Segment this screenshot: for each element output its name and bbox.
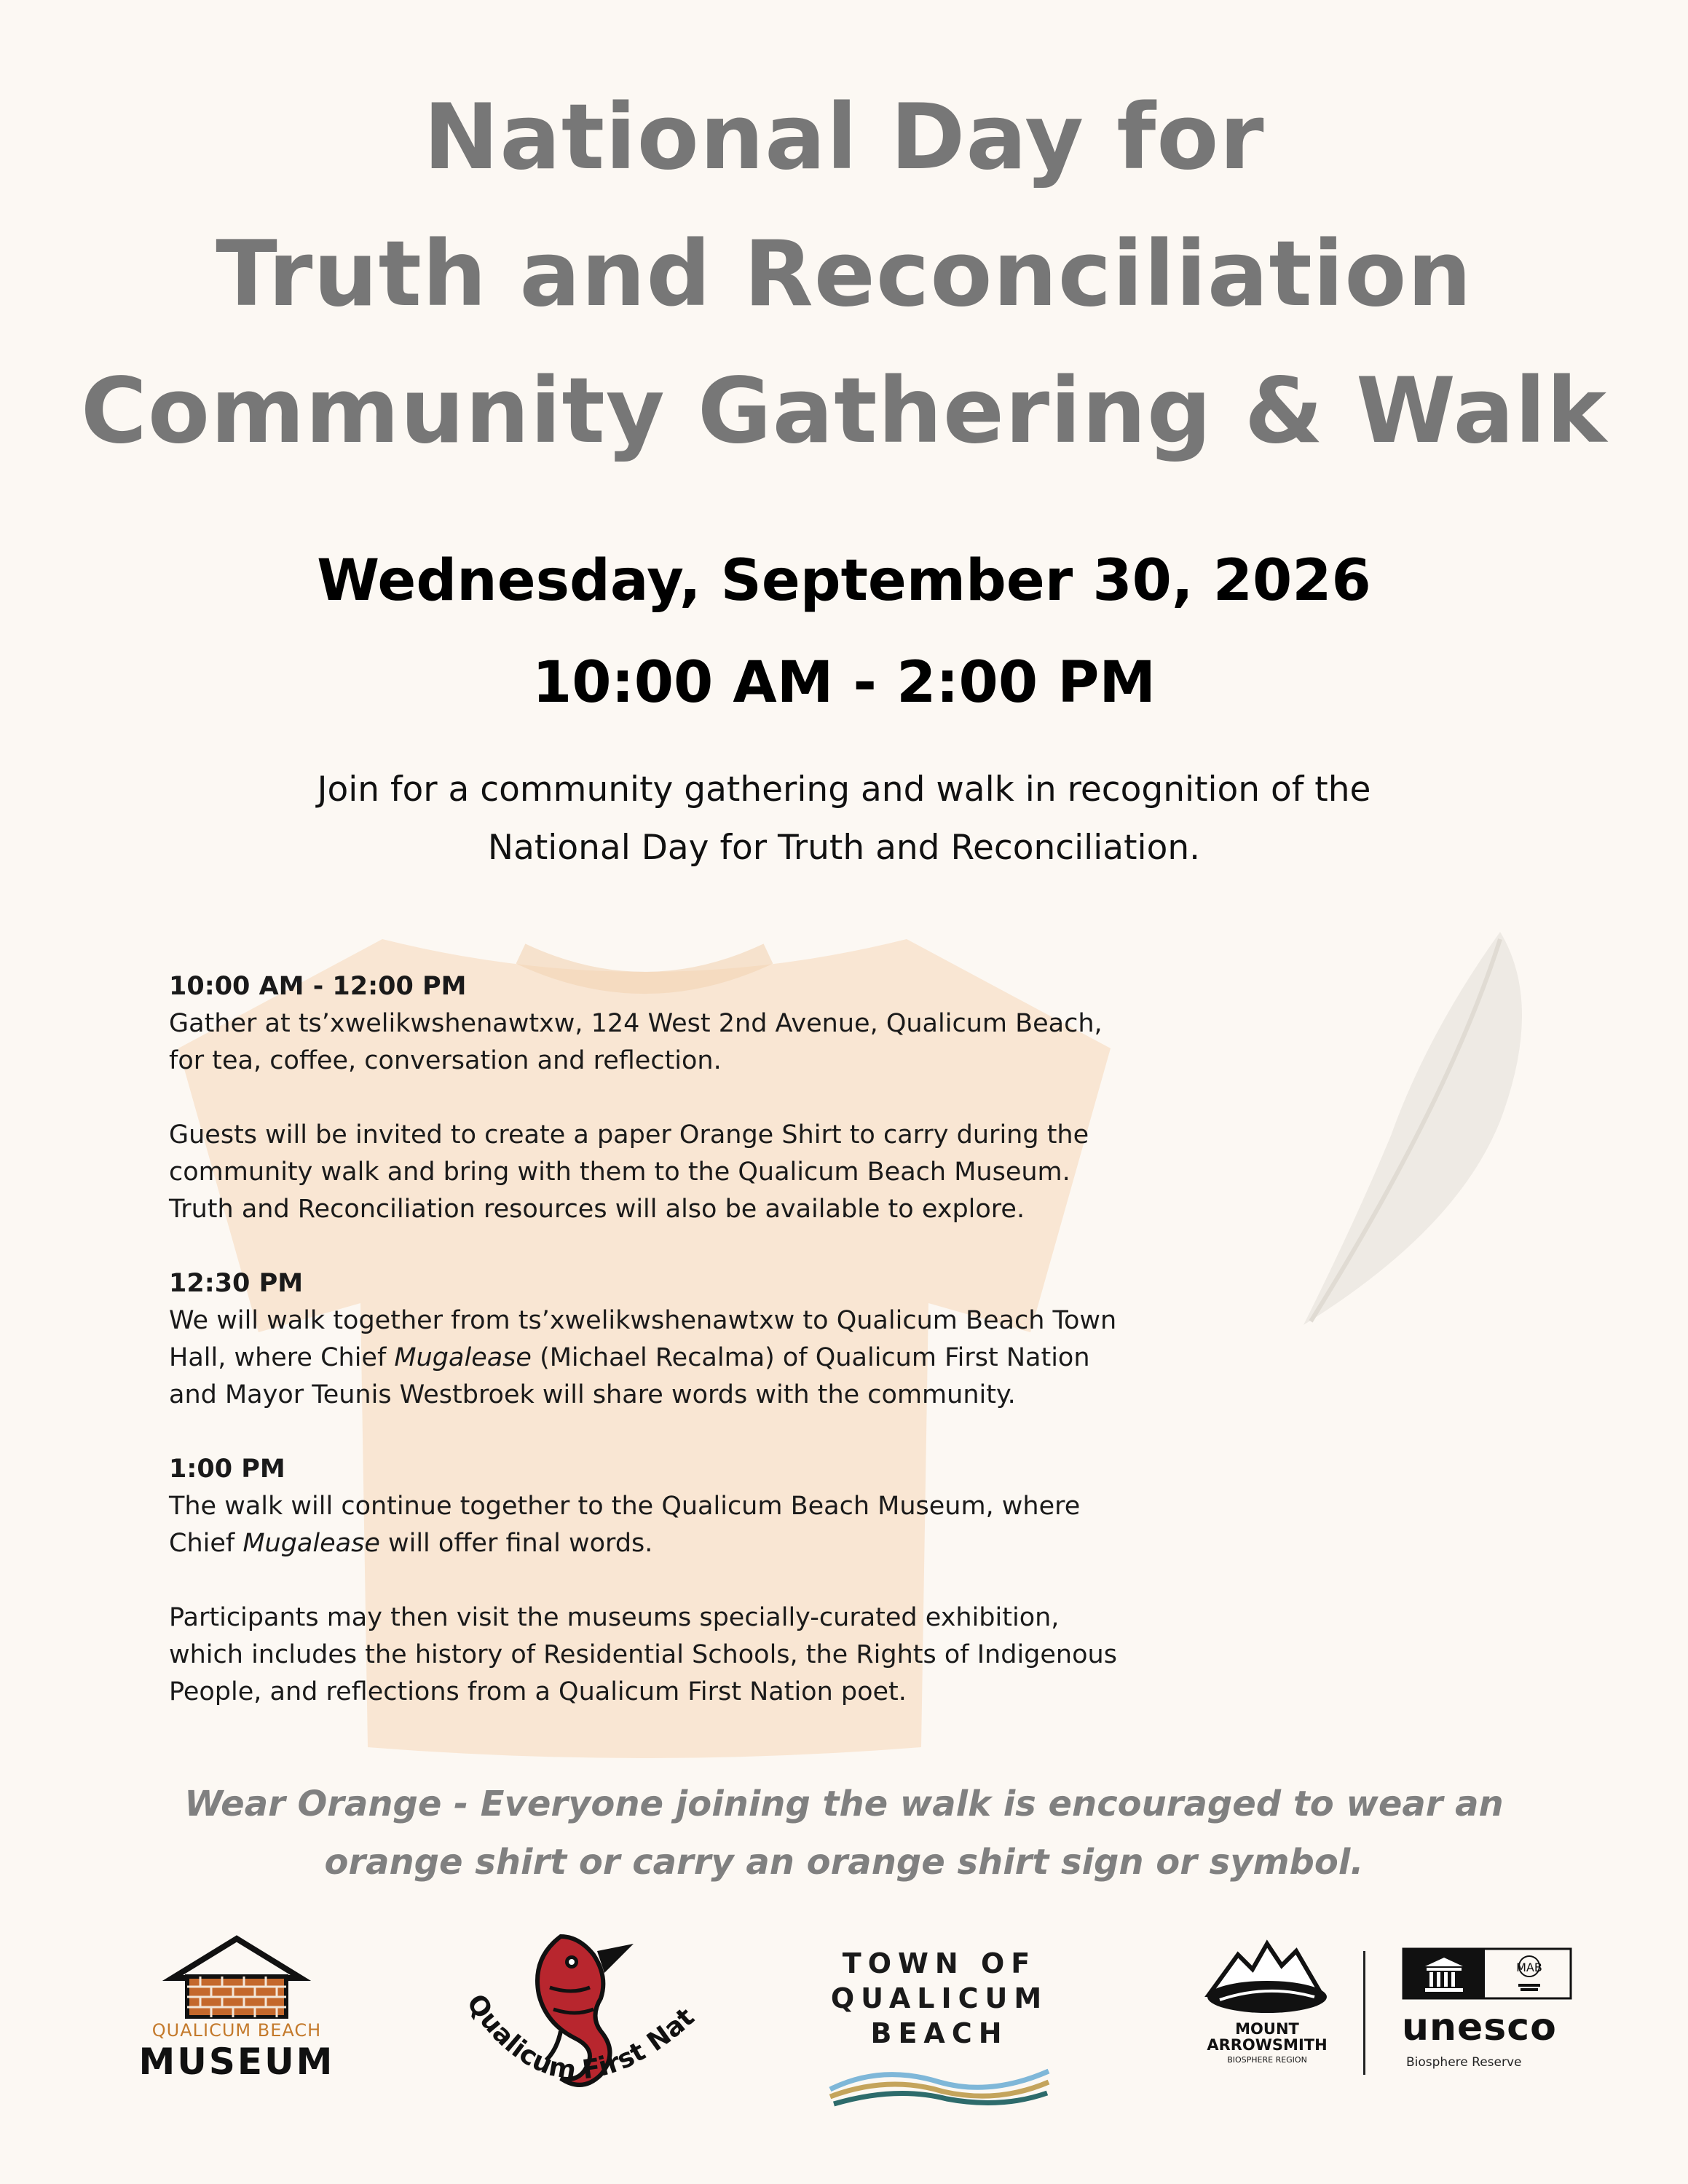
event-date: Wednesday, September 30, 2026 bbox=[317, 548, 1371, 614]
wear-line-1: Wear Orange - Everyone joining the walk is encouraged to wear an bbox=[184, 1784, 1504, 1824]
schedule-text: The walk will continue together to the Qualicum Beach Museum, where bbox=[169, 1492, 1081, 1521]
mount-arrowsmith-line-3: BIOSPHERE REGION bbox=[1227, 2055, 1307, 2065]
unesco-subtitle: Biosphere Reserve bbox=[1406, 2055, 1522, 2070]
museum-logo-title: MUSEUM bbox=[138, 2041, 335, 2083]
unesco-wordmark: unesco bbox=[1402, 2006, 1557, 2049]
schedule-text-segment: Chief bbox=[169, 1529, 243, 1558]
mountain-icon bbox=[1194, 1933, 1340, 2017]
mab-icon-text: MAB bbox=[1516, 1961, 1542, 1974]
wear-orange-message bbox=[0, 1775, 1688, 1891]
title-line-1: National Day for bbox=[423, 85, 1265, 190]
schedule-time-1: 10:00 AM - 12:00 PM bbox=[169, 972, 467, 1001]
event-schedule bbox=[169, 968, 1225, 1711]
intro-line-2: National Day for Truth and Reconciliation. bbox=[487, 828, 1201, 868]
intro-line-1: Join for a community gathering and walk in recognition of the bbox=[317, 769, 1371, 810]
schedule-text: Gather at ts’xwelikwshenawtxw, 124 West 2nd Avenue, Qualicum Beach, bbox=[169, 1009, 1103, 1038]
schedule-text: Truth and Reconciliation resources will also be available to explore. bbox=[169, 1195, 1025, 1224]
qfn-logo-text: Qualicum First Nat bbox=[460, 1988, 701, 2086]
museum-logo-subtitle: QUALICUM BEACH bbox=[151, 2020, 322, 2041]
event-date-time bbox=[0, 530, 1688, 734]
schedule-text: community walk and bring with them to the Qualicum Beach Museum. bbox=[169, 1158, 1070, 1187]
schedule-text bbox=[169, 1525, 1225, 1562]
schedule-time-3: 1:00 PM bbox=[169, 1455, 285, 1484]
unesco-biosphere-logo bbox=[1402, 1947, 1577, 2078]
title-line-2: Truth and Reconciliation bbox=[216, 222, 1472, 327]
feather-background-icon bbox=[1282, 917, 1544, 1340]
waves-icon bbox=[816, 2057, 1063, 2108]
qualicum-beach-museum-logo bbox=[127, 1933, 346, 2093]
salmon-icon bbox=[451, 1915, 714, 2126]
schedule-text: We will walk together from ts’xwelikwshenawtxw to Qualicum Beach Town bbox=[169, 1306, 1117, 1335]
unesco-temple-icon bbox=[1402, 1947, 1577, 2002]
town-logo-line-1: TOWN OF bbox=[842, 1947, 1037, 1979]
town-of-qualicum-beach-logo bbox=[816, 1947, 1063, 2108]
schedule-text-segment: Hall, where Chief bbox=[169, 1343, 395, 1372]
schedule-text bbox=[169, 1340, 1225, 1377]
town-logo-line-2: QUALICUM bbox=[830, 1982, 1049, 2014]
mount-arrowsmith-line-1: MOUNT bbox=[1235, 2020, 1299, 2038]
museum-building-icon bbox=[127, 1933, 346, 2019]
schedule-text: Guests will be invited to create a paper Orange Shirt to carry during the bbox=[169, 1120, 1089, 1150]
schedule-text-segment: (Michael Recalma) of Qualicum First Nation bbox=[531, 1343, 1090, 1372]
chief-name: Mugalease bbox=[394, 1343, 532, 1372]
event-intro bbox=[0, 761, 1688, 877]
schedule-text: which includes the history of Residential Schools, the Rights of Indigenous bbox=[169, 1640, 1117, 1669]
wear-line-2: orange shirt or carry an orange shirt sign or symbol. bbox=[324, 1842, 1364, 1883]
schedule-text: for tea, coffee, conversation and reflection. bbox=[169, 1046, 722, 1075]
schedule-text: Participants may then visit the museums specially-curated exhibition, bbox=[169, 1603, 1060, 1632]
mount-arrowsmith-line-2: ARROWSMITH bbox=[1207, 2036, 1328, 2054]
town-logo-line-3: BEACH bbox=[870, 2017, 1009, 2049]
title-line-3: Community Gathering & Walk bbox=[80, 359, 1608, 464]
chief-name: Mugalease bbox=[242, 1529, 380, 1558]
qualicum-first-nation-logo bbox=[451, 1915, 714, 2126]
event-title bbox=[0, 69, 1688, 480]
mount-arrowsmith-logo bbox=[1194, 1933, 1340, 2078]
schedule-text-segment: will offer final words. bbox=[379, 1529, 653, 1558]
event-time: 10:00 AM - 2:00 PM bbox=[532, 650, 1156, 716]
schedule-text: and Mayor Teunis Westbroek will share words with the community. bbox=[169, 1380, 1016, 1409]
logo-divider bbox=[1363, 1951, 1365, 2075]
schedule-time-2: 12:30 PM bbox=[169, 1269, 304, 1298]
schedule-text: People, and reflections from a Qualicum First Nation poet. bbox=[169, 1677, 907, 1706]
